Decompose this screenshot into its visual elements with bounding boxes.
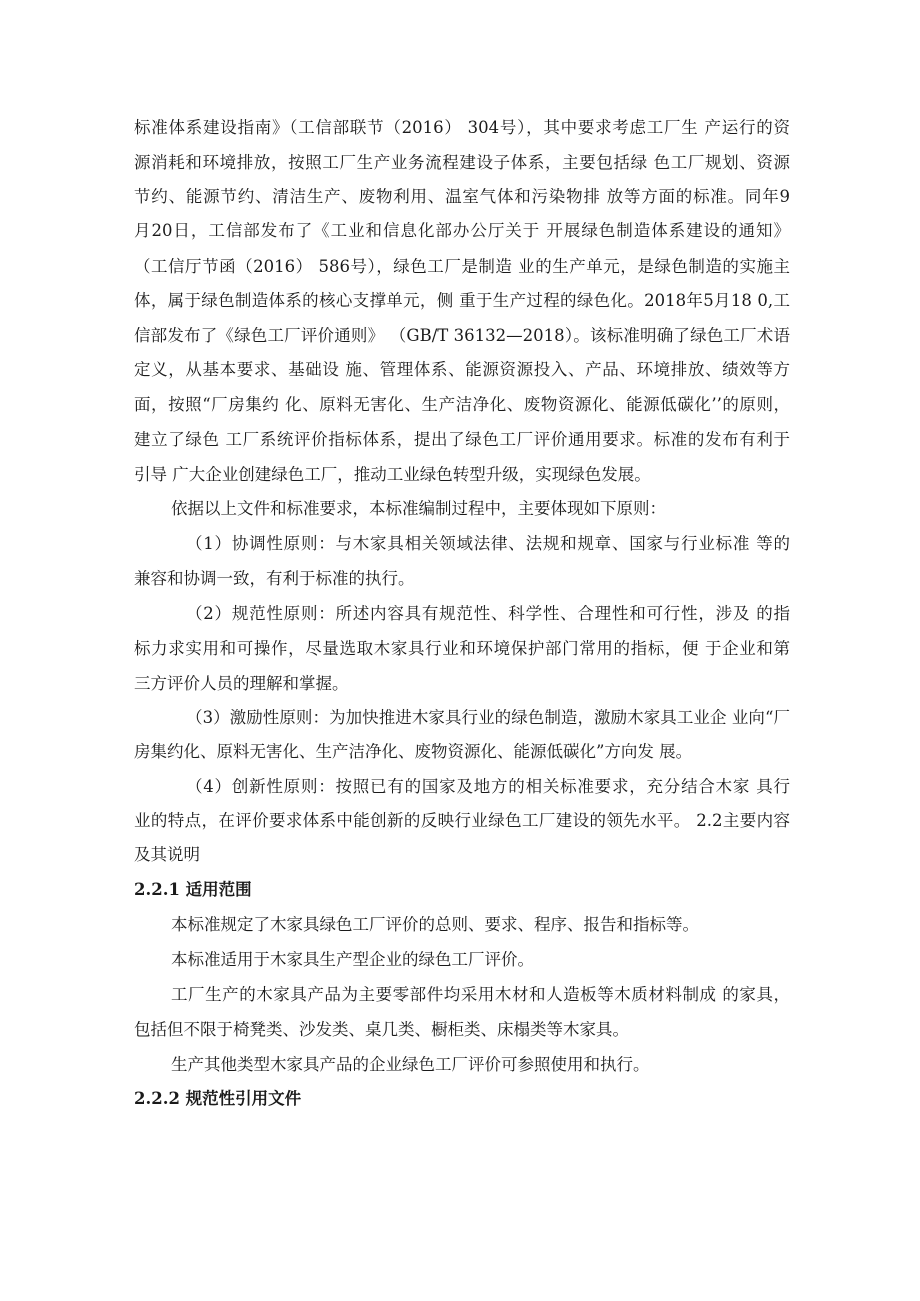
text-line: 本标准适用于木家具生产型企业的绿色工厂评价。 xyxy=(171,950,534,969)
text-line: 本标准规定了木家具绿色工厂评价的总则、要求、程序、报告和指标等。 xyxy=(171,915,699,934)
text-line: 体，属于绿色制造体系的核心支撑单元，侧 重于生产过程的绿色化。2018年5月18 0,工 xyxy=(134,291,790,310)
text-line: 房集约化、原料无害化、生产洁净化、废物资源化、能源低碳化”方向发 展。 xyxy=(134,742,693,761)
principle-4: （4）创新性原则：按照已有的国家及地方的相关标准要求，充分结合木家 具行 xyxy=(186,777,790,796)
intro-paragraph: 依据以上文件和标准要求，本标准编制过程中，主要体现如下原则： xyxy=(171,499,666,518)
text-line: 定义，从基本要求、基础设 施、管理体系、能源资源投入、产品、环境排放、绩效等方 xyxy=(134,360,790,379)
text-line: 建立了绿色 工厂系统评价指标体系，提出了绿色工厂评价通用要求。标准的发布有利于 xyxy=(134,430,790,449)
text-line: 工厂生产的木家具产品为主要零部件均采用木材和人造板等木质材料制成 的家具， xyxy=(171,985,790,1004)
principle-1: （1）协调性原则：与木家具相关领域法律、法规和规章、国家与行业标准 等的 xyxy=(186,534,790,553)
text-line: 源消耗和环境排放，按照工厂生产业务流程建设子体系，主要包括绿 色工厂规划、资源 xyxy=(134,153,790,172)
text-line: （工信厅节函（2016） 586号），绿色工厂是制造 业的生产单元，是绿色制造的实施主 xyxy=(134,257,790,276)
text-line: 包括但不限于椅凳类、沙发类、桌几类、橱柜类、床榻类等木家具。 xyxy=(134,1020,629,1039)
text-line: 节约、能源节约、清洁生产、废物利用、温室气体和污染物排 放等方面的标准。同年9 xyxy=(134,187,790,206)
section-heading-2-2-1: 2.2.1 适用范围 xyxy=(134,880,252,899)
text-line: 月20日，工信部发布了《工业和信息化部办公厅关于 开展绿色制造体系建设的通知》 xyxy=(134,221,790,240)
text-line: 三方评价人员的理解和掌握。 xyxy=(134,674,349,693)
text-line: 面，按照“厂房集约 化、原料无害化、生产洁净化、废物资源化、能源低碳化’’的原则， xyxy=(134,395,790,414)
section-heading-2-2-2: 2.2.2 规范性引用文件 xyxy=(134,1089,302,1108)
text-line: 兼容和协调一致，有利于标准的执行。 xyxy=(134,569,415,588)
text-line: 生产其他类型木家具产品的企业绿色工厂评价可参照使用和执行。 xyxy=(171,1055,650,1074)
principle-3: （3）激励性原则：为加快推进木家具行业的绿色制造，激励木家具工业企 业向“厂 xyxy=(186,708,790,727)
text-line: 及其说明 xyxy=(134,845,200,864)
text-line: 标准体系建设指南》（工信部联节（2016） 304号），其中要求考虑工厂生 产运行的资 xyxy=(134,118,790,137)
text-line: 引导 广大企业创建绿色工厂，推动工业绿色转型升级，实现绿色发展。 xyxy=(134,465,651,484)
text-line: 业的特点，在评价要求体系中能创新的反映行业绿色工厂建设的领先水平。 2.2主要内容 xyxy=(134,811,790,830)
text-line: 信部发布了《绿色工厂评价通则》 （GB/T 36132—2018）。该标准明确了绿色工厂术语 xyxy=(134,326,790,345)
text-line: 标力求实用和可操作，尽量选取木家具行业和环境保护部门常用的指标，便 于企业和第 xyxy=(134,639,790,658)
principle-2: （2）规范性原则：所述内容具有规范性、科学性、合理性和可行性，涉及 的指 xyxy=(186,604,790,623)
